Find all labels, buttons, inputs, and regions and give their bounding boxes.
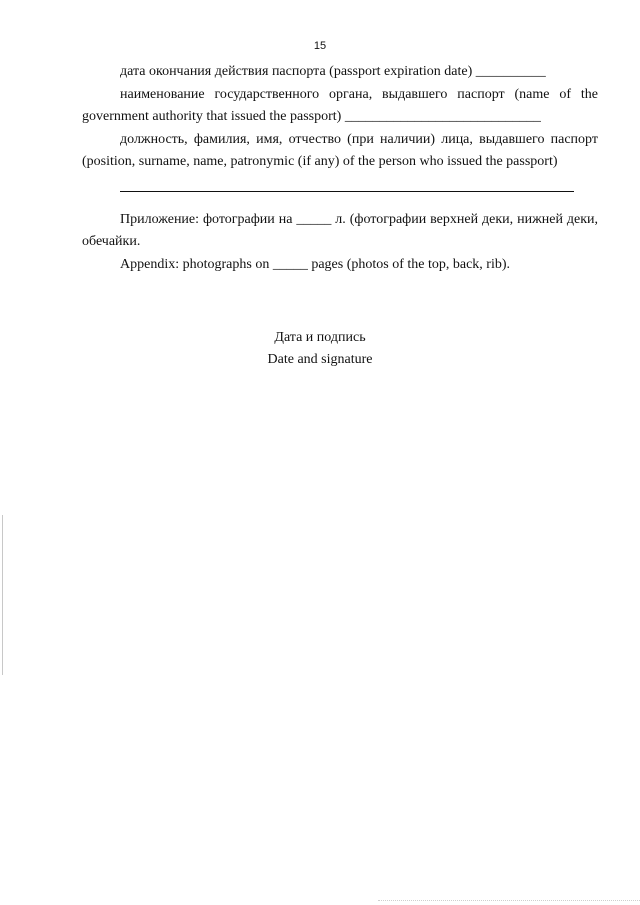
section-spacer [82, 192, 598, 209]
scan-bottom-mark [378, 899, 640, 901]
signature-label-en: Date and signature [267, 352, 373, 367]
signature-label-ru: Дата и подпись [274, 330, 366, 345]
page-number: 15 [313, 40, 327, 52]
appendix-en: Appendix: photographs on _____ pages (photos of the top, back, rib). [120, 256, 510, 272]
document-body [82, 61, 598, 276]
issuer-person-fill-line [120, 177, 574, 192]
passport-expiration-date-field: дата окончания действия паспорта (passport expiration date) __________ [120, 64, 546, 79]
issuing-authority-field: наименование государственного органа, выдавшего паспорт (name of the government authority that issued the passport) ____________________________ [82, 86, 598, 124]
appendix-ru: Приложение: фотографии на _____ л. (фотографии верхней деки, нижней деки, обечайки. [82, 211, 598, 249]
scan-edge-line [2, 515, 3, 675]
signature-block [0, 327, 640, 371]
issuer-person-field: должность, фамилия, имя, отчество (при наличии) лица, выдавшего паспорт (position, surname, name, patronymic (if any) of the person who issued the passport) [82, 131, 598, 169]
